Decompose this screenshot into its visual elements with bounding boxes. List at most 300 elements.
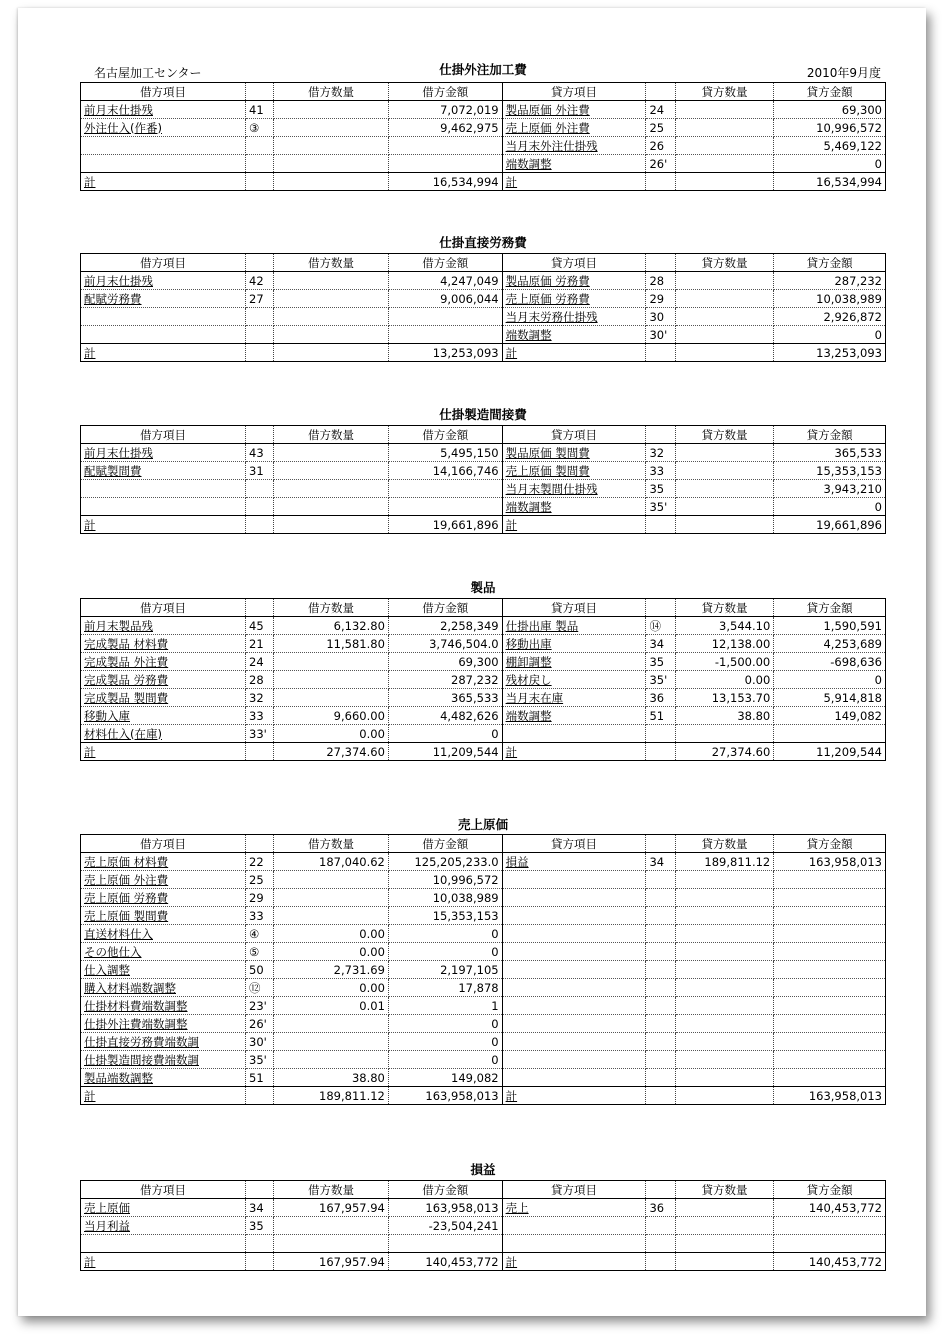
- table-cell: [774, 1217, 886, 1235]
- column-header: 貸方数量: [675, 83, 774, 101]
- table-cell: 売上原価 外注費: [502, 119, 646, 137]
- table-cell: 0: [774, 671, 886, 689]
- table-cell: 15,353,153: [774, 462, 886, 480]
- ledger-table: [80, 425, 886, 534]
- table-cell: 9,660.00: [274, 707, 389, 725]
- table-cell: 5,469,122: [774, 137, 886, 155]
- table-cell: 売上原価 労務費: [81, 889, 246, 907]
- table-cell: 2,731.69: [274, 961, 389, 979]
- table-cell: 23': [246, 997, 274, 1015]
- table-cell: 仕掛外注費端数調整: [81, 1015, 246, 1033]
- table-cell: [388, 155, 502, 173]
- table-cell: ④: [246, 925, 274, 943]
- table-cell: 完成製品 外注費: [81, 653, 246, 671]
- table-cell: 35: [246, 1217, 274, 1235]
- table-cell: 163,958,013: [774, 1087, 886, 1105]
- column-header: 貸方金額: [774, 83, 886, 101]
- column-header: 借方金額: [388, 426, 502, 444]
- column-header: 貸方数量: [675, 1181, 774, 1199]
- table-cell: 41: [246, 101, 274, 119]
- table-row: [81, 272, 886, 290]
- table-row: [81, 516, 886, 534]
- table-cell: [502, 1069, 646, 1087]
- table-cell: 前月末仕掛残: [81, 272, 246, 290]
- table-cell: 38.80: [675, 707, 774, 725]
- table-cell: 売上原価: [81, 1199, 246, 1217]
- table-cell: 計: [502, 516, 646, 534]
- table-cell: [675, 101, 774, 119]
- table-row: [81, 943, 886, 961]
- table-cell: 11,581.80: [274, 635, 389, 653]
- table-cell: [246, 155, 274, 173]
- table-row: [81, 1217, 886, 1235]
- table-cell: [274, 1235, 389, 1253]
- table-cell: 10,996,572: [388, 871, 502, 889]
- table-cell: 0: [774, 498, 886, 516]
- table-cell: 287,232: [774, 272, 886, 290]
- table-cell: 17,878: [388, 979, 502, 997]
- table-row: [81, 617, 886, 635]
- table-cell: 13,153.70: [675, 689, 774, 707]
- table-cell: 計: [81, 1253, 246, 1271]
- table-cell: [274, 101, 389, 119]
- table-cell: [246, 480, 274, 498]
- table-cell: [274, 462, 389, 480]
- table-cell: 計: [81, 344, 246, 362]
- table-cell: [646, 516, 675, 534]
- table-cell: [502, 961, 646, 979]
- table-cell: [388, 308, 502, 326]
- table-cell: 材料仕入(在庫): [81, 725, 246, 743]
- table-cell: 16,534,994: [774, 173, 886, 191]
- table-row: [81, 155, 886, 173]
- table-cell: 売上原価 材料費: [81, 853, 246, 871]
- table-cell: 外注仕入(作番): [81, 119, 246, 137]
- table-cell: 計: [81, 1087, 246, 1105]
- table-cell: 33': [246, 725, 274, 743]
- table-cell: 50: [246, 961, 274, 979]
- table-cell: 365,533: [774, 444, 886, 462]
- table-cell: [274, 689, 389, 707]
- table-cell: [81, 137, 246, 155]
- table-cell: 19,661,896: [388, 516, 502, 534]
- table-cell: 仕掛出庫 製品: [502, 617, 646, 635]
- section-title: 仕掛外注加工費: [439, 62, 527, 77]
- column-header: 貸方数量: [675, 835, 774, 853]
- table-cell: [646, 1235, 675, 1253]
- table-row: [81, 119, 886, 137]
- table-row: [81, 1199, 886, 1217]
- table-cell: 189,811.12: [675, 853, 774, 871]
- table-cell: 35': [646, 671, 675, 689]
- table-cell: 4,247,049: [388, 272, 502, 290]
- table-cell: 2,926,872: [774, 308, 886, 326]
- table-cell: 仕入調整: [81, 961, 246, 979]
- table-cell: [675, 1051, 774, 1069]
- table-cell: 167,957.94: [274, 1199, 389, 1217]
- table-row: [81, 326, 886, 344]
- table-cell: [646, 1033, 675, 1051]
- table-cell: [675, 290, 774, 308]
- table-cell: [274, 1217, 389, 1235]
- column-header: 借方金額: [388, 254, 502, 272]
- table-cell: 2,197,105: [388, 961, 502, 979]
- table-cell: [675, 444, 774, 462]
- table-cell: [774, 725, 886, 743]
- table-cell: [646, 1217, 675, 1235]
- table-cell: [774, 943, 886, 961]
- table-cell: 15,353,153: [388, 907, 502, 925]
- table-cell: [675, 943, 774, 961]
- table-cell: 損益: [502, 853, 646, 871]
- table-cell: [81, 1235, 246, 1253]
- table-cell: [274, 889, 389, 907]
- table-cell: 0.01: [274, 997, 389, 1015]
- column-header: [246, 426, 274, 444]
- table-cell: [675, 1199, 774, 1217]
- column-header: 貸方金額: [774, 254, 886, 272]
- table-cell: 11,209,544: [774, 743, 886, 761]
- table-cell: 149,082: [774, 707, 886, 725]
- table-cell: [81, 308, 246, 326]
- table-cell: 移動出庫: [502, 635, 646, 653]
- table-cell: 計: [502, 344, 646, 362]
- table-cell: 端数調整: [502, 155, 646, 173]
- table-row: [81, 1253, 886, 1271]
- column-header: [646, 1181, 675, 1199]
- table-cell: [274, 290, 389, 308]
- column-header: 借方金額: [388, 835, 502, 853]
- header-row: [81, 599, 886, 617]
- table-cell: 売上原価 外注費: [81, 871, 246, 889]
- table-cell: [675, 137, 774, 155]
- company-name: 名古屋加工センター: [94, 66, 202, 80]
- table-row: [81, 743, 886, 761]
- column-header: 借方数量: [274, 83, 389, 101]
- table-row: [81, 344, 886, 362]
- table-cell: 配賦製間費: [81, 462, 246, 480]
- table-cell: 1: [388, 997, 502, 1015]
- table-cell: 16,534,994: [388, 173, 502, 191]
- table-cell: [388, 326, 502, 344]
- table-cell: 残材戻し: [502, 671, 646, 689]
- ledger-table: [80, 1180, 886, 1271]
- column-header: [646, 835, 675, 853]
- table-row: [81, 979, 886, 997]
- table-cell: 計: [81, 516, 246, 534]
- table-cell: 140,453,772: [774, 1199, 886, 1217]
- table-cell: 24: [646, 101, 675, 119]
- table-row: [81, 871, 886, 889]
- column-header: 貸方金額: [774, 1181, 886, 1199]
- column-header: 借方項目: [81, 254, 246, 272]
- table-cell: 9,006,044: [388, 290, 502, 308]
- table-cell: 0.00: [274, 725, 389, 743]
- table-cell: [502, 871, 646, 889]
- table-cell: [274, 137, 389, 155]
- table-cell: [675, 480, 774, 498]
- table-cell: [774, 997, 886, 1015]
- table-cell: [675, 725, 774, 743]
- column-header: 貸方項目: [502, 83, 646, 101]
- table-cell: [274, 671, 389, 689]
- table-cell: 計: [81, 173, 246, 191]
- column-header: 借方項目: [81, 835, 246, 853]
- section-title: 売上原価: [457, 817, 508, 832]
- table-cell: [646, 925, 675, 943]
- table-cell: 69,300: [388, 653, 502, 671]
- table-cell: 14,166,746: [388, 462, 502, 480]
- table-cell: 計: [502, 173, 646, 191]
- table-cell: 6,132.80: [274, 617, 389, 635]
- table-cell: 売上原価 製間費: [81, 907, 246, 925]
- table-cell: [675, 173, 774, 191]
- header-row: [81, 426, 886, 444]
- table-cell: [646, 943, 675, 961]
- table-cell: 当月末外注仕掛残: [502, 137, 646, 155]
- table-cell: 5,495,150: [388, 444, 502, 462]
- table-cell: [502, 1217, 646, 1235]
- table-row: [81, 1235, 886, 1253]
- column-header: [246, 835, 274, 853]
- table-cell: その他仕入: [81, 943, 246, 961]
- table-row: [81, 889, 886, 907]
- column-header: [246, 83, 274, 101]
- ledger-table: [80, 82, 886, 191]
- table-cell: ⑭: [646, 617, 675, 635]
- table-cell: 26': [246, 1015, 274, 1033]
- table-cell: [774, 1069, 886, 1087]
- table-cell: [675, 961, 774, 979]
- table-row: [81, 1087, 886, 1105]
- table-cell: 38.80: [274, 1069, 389, 1087]
- table-cell: 30: [646, 308, 675, 326]
- table-cell: -23,504,241: [388, 1217, 502, 1235]
- table-cell: 149,082: [388, 1069, 502, 1087]
- ledger-table: [80, 834, 886, 1105]
- table-row: [81, 462, 886, 480]
- table-cell: 計: [502, 1087, 646, 1105]
- column-header: 借方項目: [81, 83, 246, 101]
- table-cell: 2,258,349: [388, 617, 502, 635]
- column-header: 貸方項目: [502, 599, 646, 617]
- table-cell: [274, 326, 389, 344]
- table-cell: [274, 1015, 389, 1033]
- table-cell: 1,590,591: [774, 617, 886, 635]
- table-cell: 13,253,093: [388, 344, 502, 362]
- table-cell: [675, 997, 774, 1015]
- table-cell: 12,138.00: [675, 635, 774, 653]
- table-cell: 25: [246, 871, 274, 889]
- table-cell: ③: [246, 119, 274, 137]
- table-cell: 140,453,772: [774, 1253, 886, 1271]
- table-cell: [774, 1033, 886, 1051]
- table-row: [81, 1051, 886, 1069]
- table-cell: [675, 871, 774, 889]
- table-cell: [246, 1235, 274, 1253]
- table-cell: 端数調整: [502, 498, 646, 516]
- table-cell: [646, 1253, 675, 1271]
- table-cell: 前月末仕掛残: [81, 101, 246, 119]
- table-cell: -1,500.00: [675, 653, 774, 671]
- table-cell: [502, 725, 646, 743]
- column-header: 借方数量: [274, 254, 389, 272]
- header-row: [81, 835, 886, 853]
- table-cell: 売上原価 製間費: [502, 462, 646, 480]
- column-header: 貸方項目: [502, 254, 646, 272]
- table-cell: 34: [646, 635, 675, 653]
- table-cell: [274, 272, 389, 290]
- column-header: 借方数量: [274, 426, 389, 444]
- table-cell: 配賦労務費: [81, 290, 246, 308]
- column-header: [646, 599, 675, 617]
- table-cell: 33: [646, 462, 675, 480]
- table-cell: [646, 907, 675, 925]
- table-cell: [646, 979, 675, 997]
- table-cell: 前月末仕掛残: [81, 444, 246, 462]
- table-cell: 0: [774, 155, 886, 173]
- table-cell: 24: [246, 653, 274, 671]
- table-cell: 36: [646, 1199, 675, 1217]
- table-cell: 26: [646, 137, 675, 155]
- table-cell: 4,253,689: [774, 635, 886, 653]
- table-cell: [246, 498, 274, 516]
- table-cell: 25: [646, 119, 675, 137]
- table-cell: [675, 326, 774, 344]
- table-cell: 仕掛直接労務費端数調: [81, 1033, 246, 1051]
- table-cell: 製品端数調整: [81, 1069, 246, 1087]
- table-cell: 189,811.12: [274, 1087, 389, 1105]
- table-cell: 0: [388, 725, 502, 743]
- table-cell: [646, 344, 675, 362]
- table-cell: [774, 907, 886, 925]
- table-cell: 30': [646, 326, 675, 344]
- table-cell: 69,300: [774, 101, 886, 119]
- table-row: [81, 907, 886, 925]
- table-cell: [388, 498, 502, 516]
- table-cell: [675, 516, 774, 534]
- table-cell: 端数調整: [502, 707, 646, 725]
- column-header: 借方数量: [274, 835, 389, 853]
- table-cell: 3,943,210: [774, 480, 886, 498]
- table-cell: 0.00: [274, 943, 389, 961]
- table-cell: [675, 119, 774, 137]
- table-cell: [246, 344, 274, 362]
- table-cell: 28: [246, 671, 274, 689]
- table-cell: [388, 480, 502, 498]
- table-cell: [675, 1069, 774, 1087]
- table-row: [81, 290, 886, 308]
- column-header: [646, 83, 675, 101]
- section-title: 製品: [470, 580, 496, 595]
- table-cell: 完成製品 労務費: [81, 671, 246, 689]
- column-header: 貸方項目: [502, 1181, 646, 1199]
- table-cell: 仕掛製造間接費端数調: [81, 1051, 246, 1069]
- table-cell: 0: [388, 943, 502, 961]
- table-cell: 31: [246, 462, 274, 480]
- table-cell: 直送材料仕入: [81, 925, 246, 943]
- table-cell: [646, 173, 675, 191]
- ledger-table: [80, 598, 886, 761]
- table-row: [81, 444, 886, 462]
- table-cell: [646, 997, 675, 1015]
- table-cell: 27,374.60: [675, 743, 774, 761]
- table-cell: 7,072,019: [388, 101, 502, 119]
- table-cell: [675, 498, 774, 516]
- table-cell: -698,636: [774, 653, 886, 671]
- table-cell: [675, 155, 774, 173]
- table-row: [81, 997, 886, 1015]
- table-cell: [646, 1015, 675, 1033]
- table-cell: 167,957.94: [274, 1253, 389, 1271]
- table-cell: 36: [646, 689, 675, 707]
- table-cell: [246, 743, 274, 761]
- table-row: [81, 707, 886, 725]
- header-row: [81, 1181, 886, 1199]
- table-cell: 購入材料端数調整: [81, 979, 246, 997]
- table-cell: 163,958,013: [388, 1087, 502, 1105]
- table-cell: 42: [246, 272, 274, 290]
- table-cell: [675, 1033, 774, 1051]
- report-period: 2010年9月度: [806, 66, 881, 80]
- table-row: [81, 853, 886, 871]
- table-cell: [274, 173, 389, 191]
- table-cell: [274, 907, 389, 925]
- ledger-table: [80, 253, 886, 362]
- table-cell: 0: [388, 1015, 502, 1033]
- table-row: [81, 498, 886, 516]
- table-row: [81, 480, 886, 498]
- column-header: 貸方金額: [774, 835, 886, 853]
- header-row: [81, 254, 886, 272]
- table-row: [81, 925, 886, 943]
- column-header: 貸方数量: [675, 426, 774, 444]
- table-cell: [502, 1235, 646, 1253]
- table-row: [81, 961, 886, 979]
- table-cell: [675, 889, 774, 907]
- table-cell: [646, 743, 675, 761]
- table-cell: [274, 119, 389, 137]
- table-cell: 33: [246, 707, 274, 725]
- table-cell: 9,462,975: [388, 119, 502, 137]
- table-cell: 35': [646, 498, 675, 516]
- table-row: [81, 1015, 886, 1033]
- table-cell: [502, 907, 646, 925]
- table-cell: [502, 997, 646, 1015]
- table-cell: 計: [81, 743, 246, 761]
- table-cell: 4,482,626: [388, 707, 502, 725]
- column-header: 借方金額: [388, 599, 502, 617]
- table-cell: 当月末労務仕掛残: [502, 308, 646, 326]
- table-cell: 51: [246, 1069, 274, 1087]
- table-cell: 365,533: [388, 689, 502, 707]
- table-cell: 163,958,013: [774, 853, 886, 871]
- table-cell: 22: [246, 853, 274, 871]
- column-header: [246, 599, 274, 617]
- table-cell: 棚卸調整: [502, 653, 646, 671]
- table-cell: [646, 1069, 675, 1087]
- table-cell: 35: [646, 653, 675, 671]
- table-cell: [774, 1051, 886, 1069]
- table-row: [81, 101, 886, 119]
- table-cell: 35': [246, 1051, 274, 1069]
- column-header: [646, 254, 675, 272]
- table-cell: [675, 462, 774, 480]
- table-cell: 34: [246, 1199, 274, 1217]
- table-cell: [388, 1235, 502, 1253]
- column-header: 貸方項目: [502, 426, 646, 444]
- table-cell: 125,205,233.0: [388, 853, 502, 871]
